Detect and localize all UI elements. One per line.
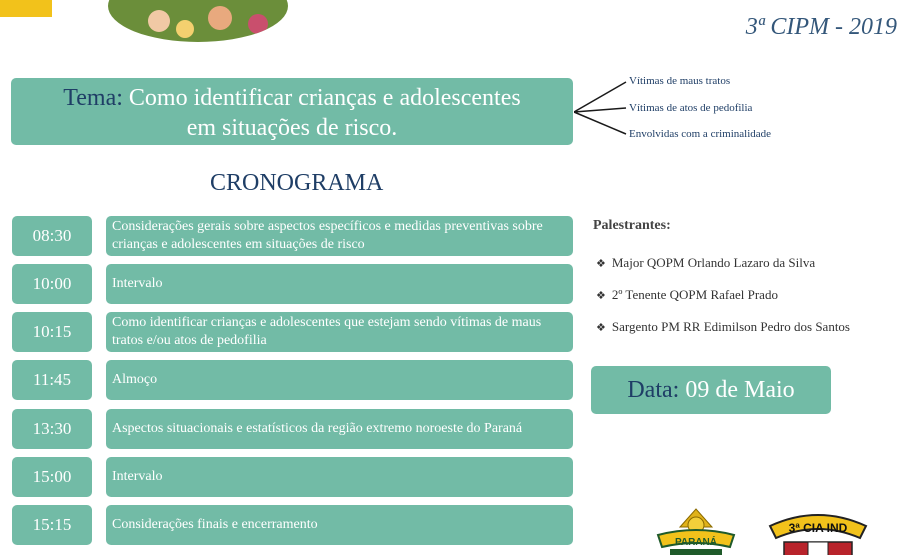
diamond-bullet-icon: ❖ <box>596 322 606 334</box>
schedule-time: 10:15 <box>12 312 92 352</box>
schedule-time: 11:45 <box>12 360 92 400</box>
unit-year: 3ª CIPM - 2019 <box>745 14 897 40</box>
diamond-bullet-icon: ❖ <box>596 290 606 302</box>
branch-line-3 <box>574 112 626 134</box>
schedule-time: 13:30 <box>12 409 92 449</box>
branch-line-1 <box>574 82 626 112</box>
cia-ind-emblem <box>766 508 870 555</box>
tema-text-line1: Como identificar crianças e adolescentes <box>128 85 521 111</box>
schedule-time: 08:30 <box>12 216 92 256</box>
parana-police-emblem <box>650 505 742 555</box>
branch-item-2: Vítimas de atos de pedofilia <box>629 102 753 114</box>
schedule-desc: Aspectos situacionais e estatísticos da região extremo noroeste do Paraná <box>106 409 573 449</box>
schedule-desc: Intervalo <box>106 264 573 304</box>
tema-text-line2: em situações de risco. <box>186 115 398 141</box>
schedule-time: 15:15 <box>12 505 92 545</box>
schedule-desc: Como identificar crianças e adolescentes que estejam sendo vítimas de maus tratos e/ou atos de pedofilia <box>106 312 573 352</box>
date-value: 09 de Maio <box>685 377 795 403</box>
schedule-desc: Intervalo <box>106 457 573 497</box>
branch-item-1: Vítimas de maus tratos <box>629 75 731 87</box>
speaker-name: 2º Tenente QOPM Rafael Prado <box>611 287 778 302</box>
parana-emblem-text: PARANÁ <box>674 537 718 548</box>
speaker-name: Major QOPM Orlando Lazaro da Silva <box>611 255 816 270</box>
date-box <box>591 366 831 414</box>
speaker-item <box>596 255 815 271</box>
diamond-bullet-icon: ❖ <box>596 258 606 270</box>
corner-decoration <box>0 0 52 17</box>
tema-box <box>11 78 573 145</box>
schedule-time: 15:00 <box>12 457 92 497</box>
speaker-item <box>596 319 850 335</box>
branch-line-2 <box>574 108 626 112</box>
schedule-time: 10:00 <box>12 264 92 304</box>
cia-emblem-text: 3ª CIA IND <box>788 521 848 535</box>
schedule-desc: Almoço <box>106 360 573 400</box>
tema-label: Tema: <box>63 85 123 111</box>
speaker-item <box>596 287 778 303</box>
schedule-desc: Considerações finais e encerramento <box>106 505 573 545</box>
speaker-name: Sargento PM RR Edimilson Pedro dos Santos <box>611 319 850 334</box>
palestrantes-title: Palestrantes: <box>593 218 671 233</box>
schedule-desc: Considerações gerais sobre aspectos específicos e medidas preventivas sobre crianças e adolescentes em situações de risco <box>106 216 573 256</box>
branch-item-3: Envolvidas com a criminalidade <box>629 128 772 140</box>
cronograma-title: CRONOGRAMA <box>210 170 384 196</box>
date-label: Data: <box>627 377 680 403</box>
children-illustration <box>108 0 288 42</box>
